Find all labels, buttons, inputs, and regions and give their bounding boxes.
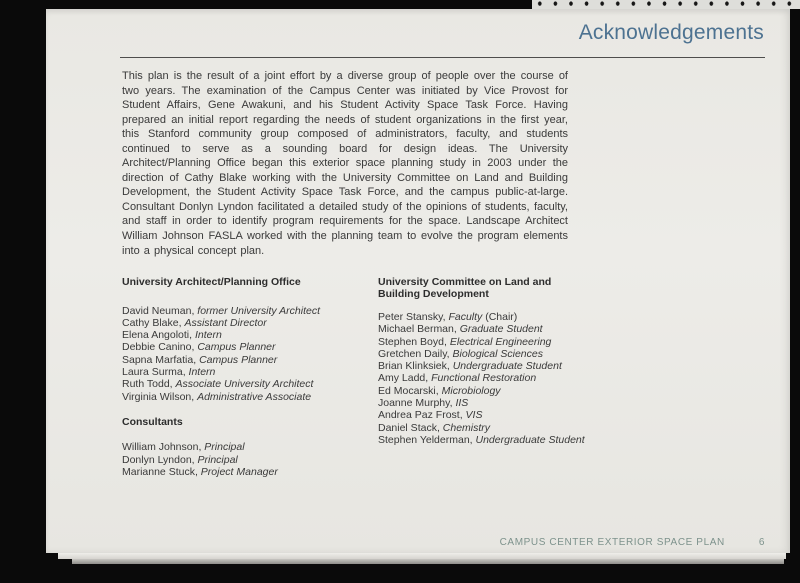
person-role: Chemistry	[442, 421, 491, 434]
person-role: VIS	[465, 409, 483, 422]
person-role: Administrative Associate	[197, 390, 312, 403]
person-role: Campus Planner	[197, 341, 276, 354]
person-role: Principal	[204, 441, 245, 454]
person-row	[122, 378, 378, 390]
person-name: Joanne Murphy,	[378, 397, 453, 410]
person-row	[122, 354, 378, 366]
page-stack-edge	[72, 559, 784, 564]
person-row	[378, 434, 760, 446]
left-column	[122, 277, 378, 478]
person-name: William Johnson,	[122, 441, 202, 454]
person-row	[122, 329, 378, 341]
person-role: Intern	[194, 329, 222, 342]
person-role: Graduate Student	[459, 323, 543, 336]
right-column	[378, 277, 760, 478]
section-heading-committee: University Committee on Land and Building Development	[378, 276, 552, 300]
person-row	[378, 311, 760, 323]
consultants-list	[122, 441, 378, 478]
person-name: Debbie Canino,	[122, 341, 195, 354]
spiral-binding-holes-icon	[532, 0, 800, 9]
person-row	[378, 360, 760, 372]
planning-office-list	[122, 305, 378, 403]
person-row	[122, 454, 378, 466]
footer-document-title: CAMPUS CENTER EXTERIOR SPACE PLAN	[499, 537, 725, 548]
person-name: David Neuman,	[122, 304, 195, 317]
person-name: Laura Surma,	[122, 365, 186, 378]
person-row	[122, 305, 378, 317]
person-name: Ed Mocarski,	[378, 384, 439, 397]
person-name: Donlyn Lyndon,	[122, 453, 195, 466]
person-name: Sapna Marfatia,	[122, 353, 197, 366]
person-role: IIS	[455, 397, 469, 410]
person-suffix: (Chair)	[485, 311, 518, 323]
person-name: Stephen Boyd,	[378, 335, 447, 348]
person-row	[378, 397, 760, 409]
credits-columns	[122, 277, 760, 478]
person-row	[122, 441, 378, 453]
person-role: Functional Restoration	[431, 372, 537, 385]
header-rule	[120, 57, 765, 58]
person-row	[378, 348, 760, 360]
person-name: Andrea Paz Frost,	[378, 409, 463, 422]
page-footer	[500, 537, 765, 548]
person-row	[378, 385, 760, 397]
person-role: Undergraduate Student	[475, 433, 585, 446]
person-role: Undergraduate Student	[452, 360, 562, 373]
document-page	[46, 9, 790, 553]
person-role: Biological Sciences	[452, 347, 543, 360]
person-role: Intern	[188, 365, 216, 378]
person-name: Daniel Stack,	[378, 421, 440, 434]
person-row	[378, 336, 760, 348]
person-role: Faculty	[448, 311, 483, 323]
person-row	[122, 341, 378, 353]
person-name: Brian Klinksiek,	[378, 360, 450, 373]
person-name: Michael Berman,	[378, 323, 457, 336]
section-heading-consultants: Consultants	[122, 415, 183, 428]
page-number: 6	[758, 537, 765, 548]
person-role: Project Manager	[200, 465, 278, 478]
person-row	[122, 391, 378, 403]
person-name: Peter Stansky,	[378, 311, 446, 323]
person-row	[378, 422, 760, 434]
person-name: Gretchen Daily,	[378, 347, 450, 360]
person-role: Campus Planner	[199, 353, 278, 366]
person-row	[122, 366, 378, 378]
person-name: Amy Ladd,	[378, 372, 429, 385]
person-role: Principal	[197, 453, 238, 466]
acknowledgements-paragraph: This plan is the result of a joint effort by a diverse group of people over the course of two years. The examination of the Campus Center was initiated by Vice Provost for Student Affairs, Gene Awakuni, and his Student Activity Space Task Force. Having prepared an initial report regarding the needs of student organizations in the first year, this Stanford community group composed of administrators, faculty, and students continued to serve as a sounding board for design ideas. The University Architect/Planning Office began this exterior space planning study in 2003 under the direction of Cathy Blake working with the University Committee on Land and Building Development, the Student Activity Space Task Force, and the campus public-at-large. Consultant Donlyn Lyndon facilitated a detailed study of the opinions of students, faculty, and staff in order to identify program requirements for the space. Landscape Architect William Johnson FASLA worked with the planning team to evolve the program elements into a physical concept plan.	[122, 70, 568, 257]
person-name: Ruth Todd,	[122, 378, 173, 391]
person-name: Elena Angoloti,	[122, 329, 193, 342]
person-role: Electrical Engineering	[449, 335, 552, 348]
person-row	[122, 466, 378, 478]
person-row	[378, 323, 760, 335]
person-name: Cathy Blake,	[122, 316, 182, 329]
person-row	[378, 409, 760, 421]
person-row	[378, 372, 760, 384]
person-role: Assistant Director	[184, 316, 267, 329]
person-row	[122, 317, 378, 329]
person-name: Marianne Stuck,	[122, 465, 198, 478]
person-name: Stephen Yelderman,	[378, 433, 473, 446]
person-role: Microbiology	[441, 384, 501, 397]
person-role: Associate University Architect	[175, 378, 314, 391]
person-role: former University Architect	[197, 304, 321, 317]
section-heading-planning-office: University Architect/Planning Office	[122, 276, 301, 288]
person-name: Virginia Wilson,	[122, 390, 195, 403]
committee-list	[378, 311, 760, 446]
page-title: Acknowledgements	[578, 21, 764, 44]
